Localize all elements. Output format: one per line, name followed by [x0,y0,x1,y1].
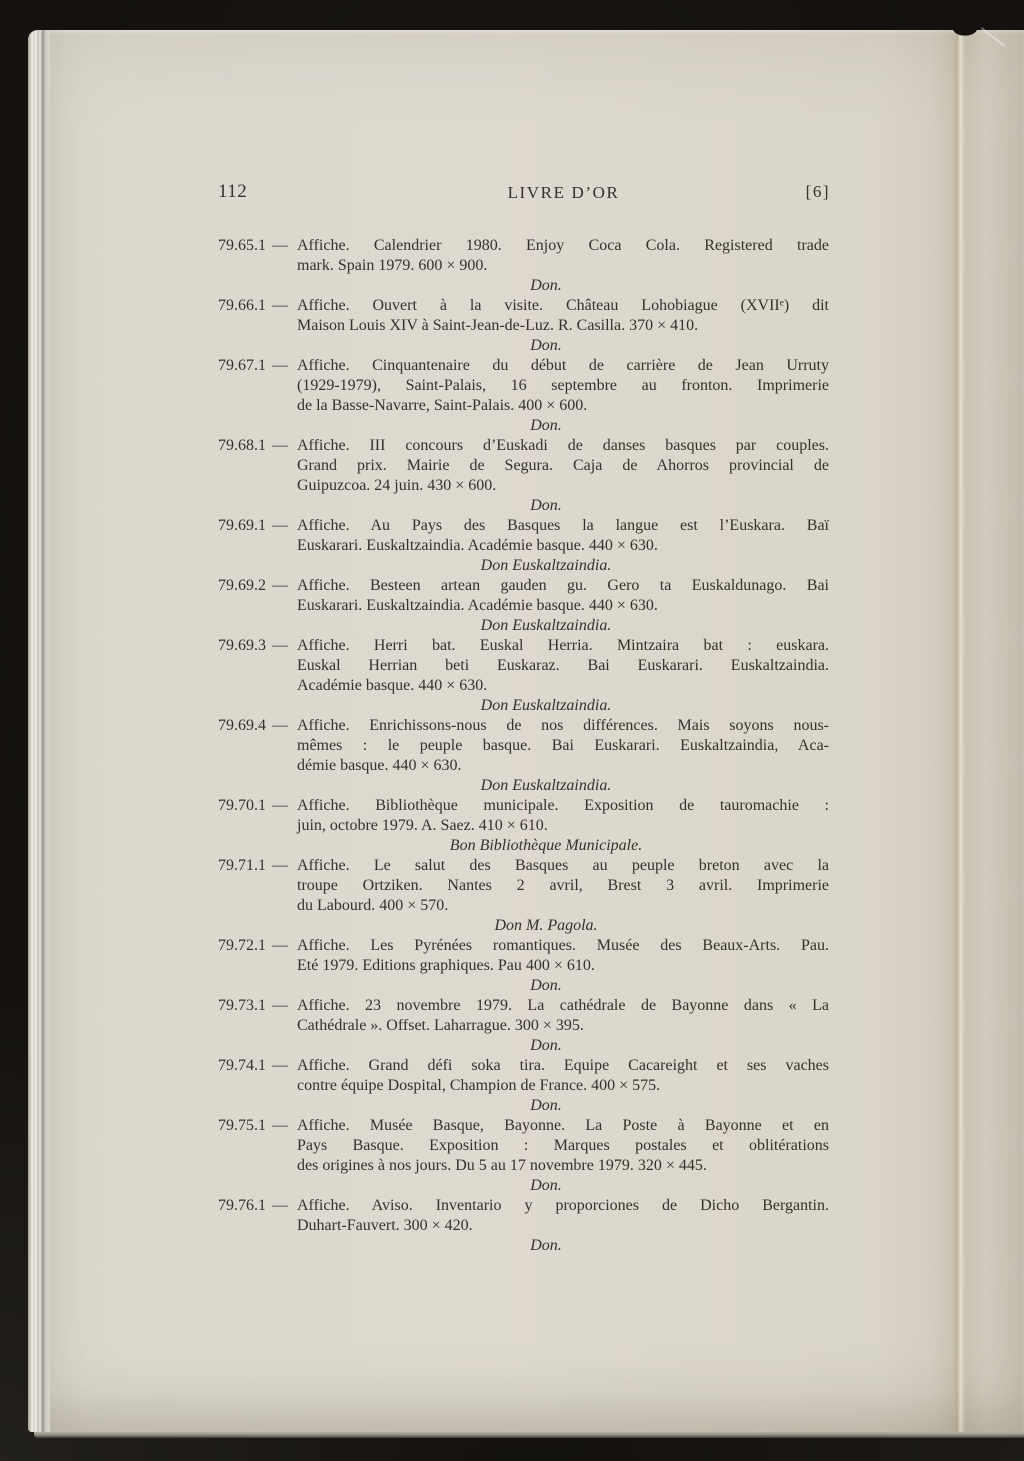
entry-body [297,796,829,856]
entry-attribution: Don. [530,1097,562,1114]
entry-line: Duhart-Fauvert. 300 × 420. [297,1217,473,1234]
entry-line: Euskarari. Euskaltzaindia. Académie basque. 440 × 630. [297,537,658,554]
entry-body [297,1196,829,1256]
entry-dash: — [272,237,288,254]
entry-line: Affiche. Herri bat. Euskal Herria. Mintzaira bat : euskara. [297,637,829,654]
entry-header [218,856,297,936]
entry-line: contre équipe Dospital, Champion de France. 400 × 575. [297,1077,661,1094]
entry-attribution: Don. [530,1037,562,1054]
entry-dash: — [272,297,288,314]
entry-dash: — [272,997,288,1014]
entry-dash: — [272,437,288,454]
page-number: 112 [218,181,248,202]
entry-dash: — [272,1117,288,1134]
entry-line: Pays Basque. Exposition : Marques postales et oblitérations [297,1137,829,1154]
entry-attribution: Don Euskaltzaindia. [480,617,612,634]
entry-line: mêmes : le peuple basque. Bai Euskarari. Euskaltzaindia, Aca- [297,737,829,754]
entry-id: 79.72.1 [218,937,266,954]
catalog-entry [218,296,830,356]
entry-body [297,996,829,1056]
entry-line: Affiche. Bibliothèque municipale. Exposition de tauromachie : [297,797,829,814]
catalog-entry [218,356,830,436]
entry-line: Affiche. Musée Basque, Bayonne. La Poste à Bayonne et en [297,1117,829,1134]
entry-body [297,516,829,576]
catalog-entry [218,996,830,1056]
entry-line: Maison Louis XIV à Saint-Jean-de-Luz. R. Casilla. 370 × 410. [297,317,699,334]
entry-dash: — [272,717,288,734]
catalog-entry [218,516,830,576]
catalog-entry [218,856,830,936]
entry-id: 79.69.4 [218,717,266,734]
catalog-entry [218,576,830,636]
entry-line: Académie basque. 440 × 630. [297,677,488,694]
entry-header [218,636,297,716]
entry-line: Affiche. Calendrier 1980. Enjoy Coca Cola. Registered trade [297,237,829,254]
entry-attribution: Don. [530,337,562,354]
entry-header [218,796,297,856]
catalog-entry [218,1116,830,1196]
entry-id: 79.65.1 [218,237,266,254]
entry-header [218,716,297,796]
entry-dash: — [272,1197,288,1214]
entry-line: Affiche. 23 novembre 1979. La cathédrale de Bayonne dans « La [297,997,829,1014]
entry-id: 79.71.1 [218,857,266,874]
entry-dash: — [272,517,288,534]
entry-id: 79.69.2 [218,577,266,594]
entry-line: Euskal Herrian beti Euskaraz. Bai Euskarari. Euskaltzaindia. [297,657,829,674]
catalog-entry [218,716,830,796]
entry-id: 79.74.1 [218,1057,266,1074]
entry-attribution: Don. [530,1237,562,1254]
page-edge-stack [28,30,50,1432]
entry-line: Affiche. Au Pays des Basques la langue est l’Euskara. Baï [297,517,829,534]
entry-body [297,356,829,436]
entry-dash: — [272,1057,288,1074]
entry-line: des origines à nos jours. Du 5 au 17 novembre 1979. 320 × 445. [297,1157,707,1174]
entry-line: de la Basse-Navarre, Saint-Palais. 400 × 600. [297,397,588,414]
entries-list [218,236,830,1256]
entry-header [218,1056,297,1116]
section-reference: [6] [805,182,830,201]
entry-dash: — [272,937,288,954]
gutter-fold [874,30,1024,1432]
entry-body [297,436,829,516]
entry-id: 79.76.1 [218,1197,266,1214]
entry-body [297,636,829,716]
entry-line: Affiche. Besteen artean gauden gu. Gero ta Euskaldunago. Bai [297,577,829,594]
entry-line: troupe Ortziken. Nantes 2 avril, Brest 3 avril. Imprimerie [297,877,829,894]
entry-header [218,516,297,576]
entry-attribution: Don. [530,277,562,294]
entry-header [218,576,297,636]
entry-header [218,936,297,996]
entry-attribution: Don Euskaltzaindia. [480,557,612,574]
entry-header [218,296,297,356]
entry-body [297,1116,829,1196]
entry-attribution: Bon Bibliothèque Municipale. [449,837,643,854]
entry-line: Affiche. Les Pyrénées romantiques. Musée des Beaux-Arts. Pau. [297,937,829,954]
entry-id: 79.69.1 [218,517,266,534]
running-title: LIVRE D’OR [507,183,620,202]
entry-line: mark. Spain 1979. 600 × 900. [297,257,488,274]
entry-dash: — [272,637,288,654]
entry-line: Affiche. Aviso. Inventario y proporciones de Dicho Bergantin. [297,1197,829,1214]
entry-line: Affiche. Grand défi soka tira. Equipe Cacareight et ses vaches [297,1057,829,1074]
entry-line: Guipuzcoa. 24 juin. 430 × 600. [297,477,497,494]
entry-header [218,1116,297,1196]
catalog-entry [218,636,830,716]
entry-id: 79.75.1 [218,1117,266,1134]
entry-dash: — [272,357,288,374]
entry-body [297,296,829,356]
entry-line: du Labourd. 400 × 570. [297,897,449,914]
entry-line: Eté 1979. Editions graphiques. Pau 400 × 610. [297,957,595,974]
entry-body [297,576,829,636]
gutter-top-notch [946,28,984,41]
entry-header [218,356,297,436]
entry-attribution: Don. [530,497,562,514]
entry-attribution: Don. [530,977,562,994]
entry-line: Euskarari. Euskaltzaindia. Académie basque. 440 × 630. [297,597,658,614]
entry-attribution: Don Euskaltzaindia. [480,777,612,794]
entry-line: Affiche. Enrichissons-nous de nos différences. Mais soyons nous- [297,717,829,734]
entry-header [218,1196,297,1256]
entry-line: juin, octobre 1979. A. Saez. 410 × 610. [297,817,548,834]
entry-id: 79.69.3 [218,637,266,654]
entry-attribution: Don. [530,417,562,434]
entry-header [218,236,297,296]
entry-line: Affiche. Ouvert à la visite. Château Lohobiague (XVIIᵉ) dit [297,297,829,314]
catalog-entry [218,236,830,296]
entry-line: Affiche. Cinquantenaire du début de carrière de Jean Urruty [297,357,829,374]
entry-dash: — [272,577,288,594]
entry-line: Affiche. III concours d’Euskadi de danses basques par couples. [297,437,829,454]
catalog-entry [218,436,830,516]
entry-attribution: Don. [530,1177,562,1194]
entry-attribution: Don Euskaltzaindia. [480,697,612,714]
entry-line: (1929-1979), Saint-Palais, 16 septembre au fronton. Imprimerie [297,377,829,394]
entry-dash: — [272,857,288,874]
entry-id: 79.68.1 [218,437,266,454]
entry-id: 79.67.1 [218,357,266,374]
entry-id: 79.70.1 [218,797,266,814]
entry-line: Cathédrale ». Offset. Laharrague. 300 × 395. [297,1017,584,1034]
entry-header [218,996,297,1056]
entry-body [297,936,829,996]
entry-id: 79.66.1 [218,297,266,314]
catalog-entry [218,936,830,996]
catalog-entry [218,796,830,856]
page-header [218,181,830,207]
entry-body [297,716,829,796]
entry-body [297,856,829,936]
entry-body [297,236,829,296]
catalog-entry [218,1196,830,1256]
entry-dash: — [272,797,288,814]
entry-body [297,1056,829,1116]
entry-id: 79.73.1 [218,997,266,1014]
entry-attribution: Don M. Pagola. [494,917,598,934]
entry-header [218,436,297,516]
entry-line: démie basque. 440 × 630. [297,757,462,774]
entry-line: Affiche. Le salut des Basques au peuple breton avec la [297,857,829,874]
catalog-entry [218,1056,830,1116]
entry-line: Grand prix. Mairie de Segura. Caja de Ahorros provincial de [297,457,829,474]
